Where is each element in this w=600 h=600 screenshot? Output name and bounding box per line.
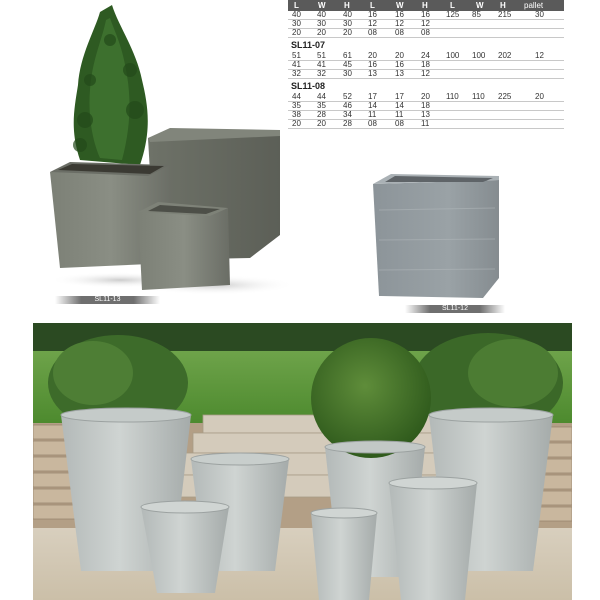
spec-cell: 100 [472, 51, 486, 60]
spec-cell: 45 [343, 60, 352, 69]
spec-cell: 14 [395, 101, 404, 110]
spec-cell: 38 [292, 110, 301, 119]
spec-cell: 08 [368, 28, 377, 37]
spec-cell: 20 [421, 92, 430, 101]
spec-cell: 44 [317, 92, 326, 101]
spec-row [288, 70, 564, 79]
garden-planters-photo [33, 323, 572, 600]
spec-cell: 30 [343, 19, 352, 28]
spec-row [288, 29, 564, 38]
spec-cell: 11 [368, 110, 377, 119]
spec-cell: 40 [317, 10, 326, 19]
spec-cell: 08 [368, 119, 377, 128]
spec-cell: 34 [343, 110, 352, 119]
header-cell: L [450, 1, 455, 10]
header-cell: H [344, 1, 350, 10]
spec-cell: 16 [395, 10, 404, 19]
spec-cell: 12 [535, 51, 544, 60]
spec-cell: 20 [292, 28, 301, 37]
spec-cell: 202 [498, 51, 512, 60]
spec-cell: 51 [317, 51, 326, 60]
spec-cell: 18 [421, 101, 430, 110]
spec-cell: 20 [395, 51, 404, 60]
spec-cell: 46 [343, 101, 352, 110]
spec-cell: 17 [395, 92, 404, 101]
spec-cell: 35 [317, 101, 326, 110]
spec-cell: 35 [292, 101, 301, 110]
spec-cell: 125 [446, 10, 460, 19]
planter-sl11-12-photo [365, 170, 510, 305]
caption-sl11-12: SL11-12 [405, 305, 505, 313]
group-code-sl11-08: SL11-08 [291, 81, 326, 91]
header-cell: pallet [524, 1, 544, 10]
spec-cell: 16 [395, 60, 404, 69]
spec-cell: 20 [317, 119, 326, 128]
spec-cell: 51 [292, 51, 301, 60]
spec-cell: 225 [498, 92, 512, 101]
header-cell: W [318, 1, 326, 10]
planter-set-sl11-13-photo [40, 0, 290, 300]
spec-cell: 28 [317, 110, 326, 119]
spec-cell: 41 [317, 60, 326, 69]
spec-cell: 110 [446, 92, 459, 101]
spec-cell: 11 [395, 110, 404, 119]
spec-cell: 52 [343, 92, 352, 101]
spec-cell: 20 [535, 92, 544, 101]
spec-cell: 32 [317, 69, 326, 78]
spec-cell: 44 [292, 92, 301, 101]
spec-cell: 41 [292, 60, 301, 69]
spec-cell: 12 [368, 19, 377, 28]
spec-cell: 18 [421, 60, 430, 69]
spec-cell: 16 [368, 60, 377, 69]
spec-cell: 30 [292, 19, 301, 28]
header-cell: L [370, 1, 375, 10]
header-cell: H [422, 1, 428, 10]
specification-table [288, 0, 564, 129]
spec-cell: 40 [292, 10, 301, 19]
spec-cell: 20 [292, 119, 301, 128]
spec-cell: 12 [395, 19, 404, 28]
header-cell: W [476, 1, 484, 10]
spec-row [288, 120, 564, 129]
spec-cell: 11 [421, 119, 430, 128]
spec-cell: 20 [368, 51, 377, 60]
group-code-sl11-07: SL11-07 [291, 40, 326, 50]
spec-cell: 30 [343, 69, 352, 78]
spec-cell: 08 [395, 28, 404, 37]
header-cell: H [500, 1, 506, 10]
spec-cell: 28 [343, 119, 352, 128]
spec-cell: 16 [368, 10, 377, 19]
spec-cell: 12 [421, 69, 430, 78]
spec-cell: 215 [498, 10, 512, 19]
spec-cell: 24 [421, 51, 430, 60]
caption-sl11-13: SL11-13 [55, 296, 160, 304]
spec-cell: 16 [421, 10, 430, 19]
spec-cell: 17 [368, 92, 377, 101]
spec-cell: 85 [472, 10, 481, 19]
header-cell: L [294, 1, 299, 10]
spec-cell: 40 [343, 10, 352, 19]
spec-cell: 13 [368, 69, 377, 78]
spec-cell: 61 [343, 51, 352, 60]
header-cell: W [396, 1, 404, 10]
spec-cell: 14 [368, 101, 377, 110]
spec-cell: 30 [317, 19, 326, 28]
spec-cell: 08 [395, 119, 404, 128]
spec-cell: 110 [472, 92, 485, 101]
spec-cell: 32 [292, 69, 301, 78]
spec-cell: 30 [535, 10, 544, 19]
spec-cell: 13 [395, 69, 404, 78]
spec-cell: 08 [421, 28, 430, 37]
spec-cell: 100 [446, 51, 460, 60]
spec-cell: 13 [421, 110, 430, 119]
spec-cell: 12 [421, 19, 430, 28]
spec-cell: 20 [343, 28, 352, 37]
spec-cell: 20 [317, 28, 326, 37]
